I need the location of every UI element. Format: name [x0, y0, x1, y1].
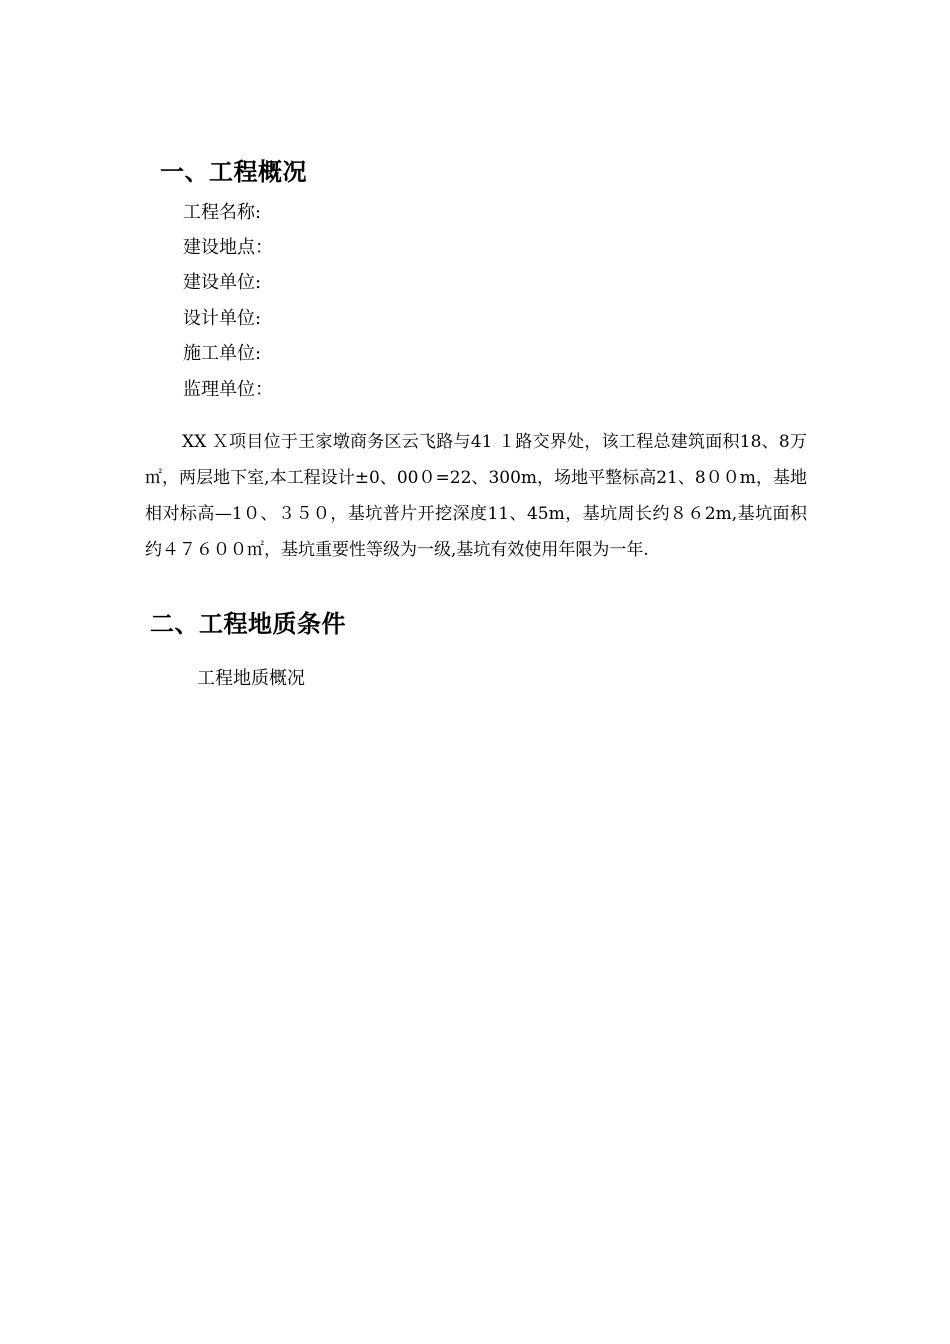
field-construction-unit: 建设单位:	[183, 272, 262, 293]
section-heading-geology: 二、工程地质条件	[150, 610, 346, 638]
field-contractor: 施工单位:	[183, 343, 262, 364]
field-project-name: 工程名称:	[183, 202, 262, 223]
subheading-geology-overview: 工程地质概况	[197, 668, 305, 689]
field-construction-site: 建设地点：	[183, 237, 273, 258]
field-supervision-unit: 监理单位：	[183, 379, 273, 400]
field-design-unit: 设计单位:	[183, 308, 262, 329]
section-heading-project-overview: 一、工程概况	[160, 158, 307, 186]
project-description-paragraph: XX Ｘ项目位于王家墩商务区云飞路与41 １路交界处，该工程总建筑面积18、8万㎡，两层地下室,本工程设计±0、00０=22、300m，场地平整标高21、8００m，基地相对标高—1０、３５０，基坑普片开挖深度11、45m，基坑周长约８６2m,基坑面积约４７６００㎡，基坑重要性等级为一级,基坑有效使用年限为一年.	[145, 432, 807, 560]
